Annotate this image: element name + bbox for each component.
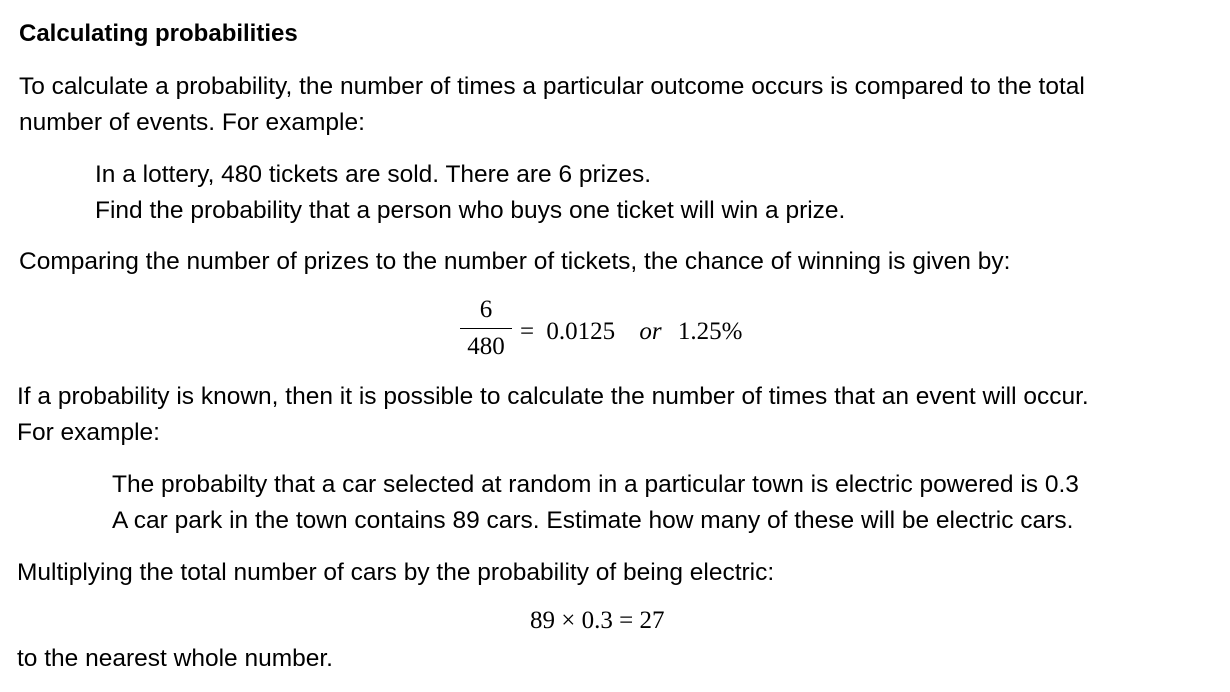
fraction-equation bbox=[458, 296, 514, 361]
example-2-line-2: A car park in the town contains 89 cars. Estimate how many of these will be electric cars. bbox=[112, 507, 1074, 534]
fraction-bar bbox=[460, 328, 512, 329]
closing-text: to the nearest whole number. bbox=[17, 645, 333, 672]
multiplying-text: Multiplying the total number of cars by the probability of being electric: bbox=[17, 559, 775, 586]
equation-1-result bbox=[520, 318, 742, 346]
intro-text-line-2: number of events. For example: bbox=[19, 109, 365, 136]
page-title: Calculating probabilities bbox=[19, 20, 298, 47]
decimal-result: 0.0125 bbox=[546, 318, 616, 345]
or-word: or bbox=[639, 318, 662, 345]
example-1-line-2: Find the probability that a person who buys one ticket will win a prize. bbox=[95, 197, 846, 224]
known-text-line-1: If a probability is known, then it is possible to calculate the number of times that an event will occur. bbox=[17, 383, 1089, 410]
intro-text-line-1: To calculate a probability, the number of times a particular outcome occurs is compared to the total bbox=[19, 73, 1085, 100]
example-1-line-1: In a lottery, 480 tickets are sold. There are 6 prizes. bbox=[95, 161, 652, 188]
known-text-line-2: For example: bbox=[17, 419, 160, 446]
equals-sign: = bbox=[520, 318, 535, 345]
percent-result: 1.25% bbox=[677, 318, 743, 345]
comparing-text: Comparing the number of prizes to the number of tickets, the chance of winning is given by: bbox=[19, 248, 1011, 275]
fraction-denominator: 480 bbox=[467, 333, 505, 360]
fraction-numerator: 6 bbox=[479, 296, 493, 323]
example-2-line-1: The probabilty that a car selected at random in a particular town is electric powered is 0.3 bbox=[112, 471, 1079, 498]
equation-2: 89 × 0.3 = 27 bbox=[530, 607, 665, 634]
